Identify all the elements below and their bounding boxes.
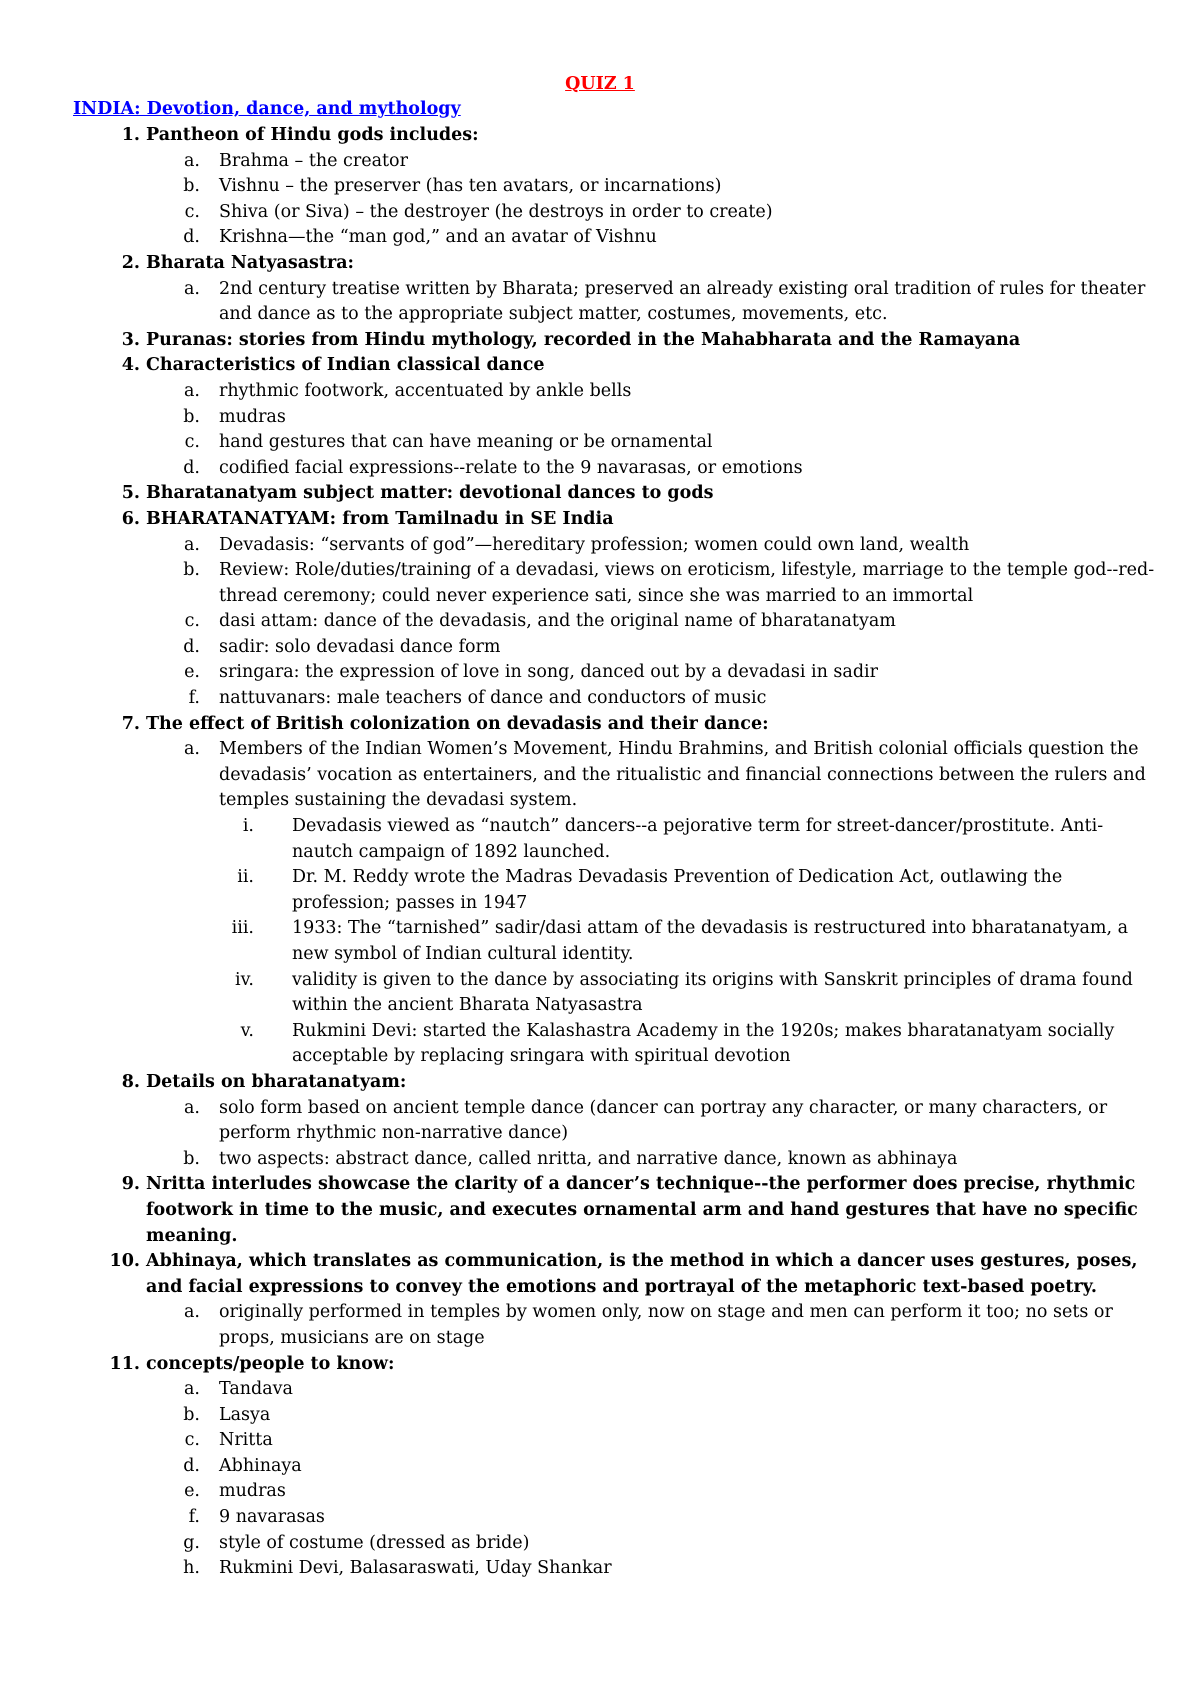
list-text: Puranas: stories from Hindu mythology, recorded in the Mahabharata and the Ramayana bbox=[146, 329, 1021, 350]
outline-list bbox=[0, 123, 1200, 1582]
list-text: Vishnu – the preserver (has ten avatars, or incarnations) bbox=[219, 176, 722, 197]
list-text: Bharata Natyasastra: bbox=[146, 252, 355, 273]
list-marker: f. bbox=[188, 688, 200, 709]
list-text: Members of the Indian Women’s Movement, Hindu Brahmins, and British colonial officials question the devadasis’ vocation as entertainers, and the ritualistic and financial connections between the rulers and temples sustaining the devadasi system. bbox=[219, 739, 1146, 811]
list-text: Shiva (or Siva) – the destroyer (he destroys in order to create) bbox=[219, 201, 773, 222]
sub-item bbox=[0, 1428, 1200, 1454]
sub-item bbox=[0, 277, 1200, 328]
list-text: Lasya bbox=[219, 1404, 271, 1425]
list-text: dasi attam: dance of the devadasis, and the original name of bharatanatyam bbox=[219, 611, 896, 632]
list-marker: a. bbox=[184, 739, 200, 760]
list-text: style of costume (dressed as bride) bbox=[219, 1532, 530, 1553]
list-marker: a. bbox=[184, 150, 200, 171]
list-marker: b. bbox=[183, 560, 200, 581]
list-marker: d. bbox=[183, 457, 200, 478]
list-marker: a. bbox=[184, 534, 200, 555]
list-marker: b. bbox=[183, 1404, 200, 1425]
roman-item bbox=[0, 916, 1200, 967]
sub-item bbox=[0, 1454, 1200, 1480]
list-marker: 3. bbox=[121, 329, 140, 350]
list-text: Nritta bbox=[219, 1430, 273, 1451]
sub-item bbox=[0, 737, 1200, 814]
list-text: nattuvanars: male teachers of dance and conductors of music bbox=[219, 688, 767, 709]
question-item bbox=[0, 328, 1200, 354]
list-marker: a. bbox=[184, 1097, 200, 1118]
list-text: Pantheon of Hindu gods includes: bbox=[146, 125, 479, 145]
list-marker: i. bbox=[242, 816, 254, 837]
list-marker: f. bbox=[188, 1507, 200, 1528]
list-marker: d. bbox=[183, 636, 200, 657]
list-text: Rukmini Devi, Balasaraswati, Uday Shankar bbox=[219, 1558, 612, 1579]
list-text: 2nd century treatise written by Bharata; preserved an already existing oral tradition of rules for theater and dance as to the appropriate subject matter, costumes, movements, etc. bbox=[219, 278, 1146, 325]
list-marker: c. bbox=[184, 1430, 200, 1451]
sub-item bbox=[0, 456, 1200, 482]
sub-item bbox=[0, 609, 1200, 635]
sub-item bbox=[0, 558, 1200, 609]
list-text: hand gestures that can have meaning or be ornamental bbox=[219, 432, 713, 453]
list-marker: 9. bbox=[121, 1174, 140, 1195]
list-marker: v. bbox=[240, 1020, 254, 1041]
question-item bbox=[0, 251, 1200, 277]
list-marker: 6. bbox=[121, 508, 140, 529]
list-marker: 11. bbox=[109, 1353, 140, 1374]
list-text: 9 navarasas bbox=[219, 1507, 325, 1528]
list-text: Devadasis: “servants of god”—hereditary profession; women could own land, wealth bbox=[219, 534, 970, 555]
section-heading: INDIA: Devotion, dance, and mythology bbox=[73, 99, 461, 119]
list-marker: c. bbox=[184, 611, 200, 632]
question-item bbox=[0, 1249, 1200, 1300]
roman-item bbox=[0, 968, 1200, 1019]
list-text: 1933: The “tarnished” sadir/dasi attam of the devadasis is restructured into bharatanatyam, a new symbol of Indian cultural identity. bbox=[292, 918, 1129, 964]
sub-item bbox=[0, 1377, 1200, 1403]
question-item bbox=[0, 1172, 1200, 1249]
list-text: Abhinaya, which translates as communication, is the method in which a dancer uses gestures, poses, and facial expressions to convey the emotions and portrayal of the metaphoric text-based poetry. bbox=[146, 1251, 1138, 1297]
roman-item bbox=[0, 814, 1200, 865]
list-marker: 1. bbox=[121, 125, 140, 145]
sub-item bbox=[0, 1479, 1200, 1505]
sub-item bbox=[0, 660, 1200, 686]
list-text: BHARATANATYAM: from Tamilnadu in SE India bbox=[146, 508, 614, 529]
list-marker: ii. bbox=[237, 867, 254, 888]
list-marker: iv. bbox=[235, 969, 254, 990]
list-text: Nritta interludes showcase the clarity of a dancer’s technique--the performer does precise, rhythmic footwork in time to the music, and executes ornamental arm and hand gestures that have no specific meaning. bbox=[146, 1174, 1138, 1246]
list-text: mudras bbox=[219, 1481, 286, 1502]
list-text: rhythmic footwork, accentuated by ankle bells bbox=[219, 380, 632, 401]
question-item bbox=[0, 1070, 1200, 1096]
list-marker: a. bbox=[184, 278, 200, 299]
list-text: Details on bharatanatyam: bbox=[146, 1071, 407, 1092]
sub-item bbox=[0, 225, 1200, 251]
sub-item bbox=[0, 635, 1200, 661]
list-marker: 4. bbox=[121, 355, 140, 376]
roman-item bbox=[0, 1019, 1200, 1070]
sub-item bbox=[0, 1300, 1200, 1351]
list-marker: e. bbox=[184, 662, 200, 683]
roman-item bbox=[0, 865, 1200, 916]
list-marker: d. bbox=[183, 227, 200, 248]
sub-item bbox=[0, 405, 1200, 431]
sub-item bbox=[0, 1531, 1200, 1557]
list-text: Rukmini Devi: started the Kalashastra Academy in the 1920s; makes bharatanatyam socially acceptable by replacing sringara with spiritual devotion bbox=[292, 1020, 1115, 1067]
list-marker: iii. bbox=[231, 918, 254, 939]
list-marker: a. bbox=[184, 1379, 200, 1400]
list-text: sringara: the expression of love in song, danced out by a devadasi in sadir bbox=[219, 662, 879, 683]
list-marker: g. bbox=[183, 1532, 200, 1553]
list-text: Bharatanatyam subject matter: devotional dances to gods bbox=[146, 483, 714, 504]
sub-item bbox=[0, 686, 1200, 712]
list-text: Brahma – the creator bbox=[219, 150, 408, 171]
list-text: The effect of British colonization on devadasis and their dance: bbox=[146, 713, 769, 734]
list-marker: 5. bbox=[121, 483, 140, 504]
list-text: concepts/people to know: bbox=[146, 1353, 395, 1374]
list-text: Review: Role/duties/training of a devadasi, views on eroticism, lifestyle, marriage to the temple god--red-thread ceremony; could never experience sati, since she was married to an immortal bbox=[219, 560, 1155, 606]
sub-item bbox=[0, 1556, 1200, 1582]
list-marker: c. bbox=[184, 201, 200, 222]
sub-item bbox=[0, 1096, 1200, 1147]
list-text: sadir: solo devadasi dance form bbox=[219, 636, 501, 657]
list-marker: e. bbox=[184, 1481, 200, 1502]
list-marker: b. bbox=[183, 176, 200, 197]
quiz-title: QUIZ 1 bbox=[565, 74, 635, 94]
list-marker: h. bbox=[183, 1558, 200, 1579]
list-marker: a. bbox=[184, 380, 200, 401]
list-marker: c. bbox=[184, 432, 200, 453]
list-marker: 8. bbox=[121, 1071, 140, 1092]
list-text: Abhinaya bbox=[219, 1455, 302, 1476]
list-marker: 2. bbox=[121, 252, 140, 273]
list-marker: b. bbox=[183, 406, 200, 427]
list-text: originally performed in temples by women only, now on stage and men can perform it too; no sets or props, musicians are on stage bbox=[219, 1302, 1113, 1348]
list-text: two aspects: abstract dance, called nritta, and narrative dance, known as abhinaya bbox=[219, 1148, 958, 1169]
sub-item bbox=[0, 1147, 1200, 1173]
question-item bbox=[0, 353, 1200, 379]
question-item bbox=[0, 1352, 1200, 1378]
list-marker: 10. bbox=[109, 1251, 140, 1272]
sub-item bbox=[0, 149, 1200, 175]
list-text: validity is given to the dance by associating its origins with Sanskrit principles of drama found within the ancient Bharata Natyasastra bbox=[292, 969, 1133, 1016]
sub-item bbox=[0, 430, 1200, 456]
list-marker: d. bbox=[183, 1455, 200, 1476]
list-text: Krishna—the “man god,” and an avatar of Vishnu bbox=[219, 227, 657, 248]
sub-item bbox=[0, 1505, 1200, 1531]
list-text: Tandava bbox=[219, 1379, 293, 1400]
sub-item bbox=[0, 1403, 1200, 1429]
sub-item bbox=[0, 174, 1200, 200]
list-text: Dr. M. Reddy wrote the Madras Devadasis Prevention of Dedication Act, outlawing the profession; passes in 1947 bbox=[292, 867, 1063, 913]
list-text: solo form based on ancient temple dance (dancer can portray any character, or many characters, or perform rhythmic non-narrative dance) bbox=[219, 1097, 1108, 1144]
list-text: mudras bbox=[219, 406, 286, 427]
sub-item bbox=[0, 533, 1200, 559]
question-item bbox=[0, 507, 1200, 533]
question-item bbox=[0, 712, 1200, 738]
question-item bbox=[0, 481, 1200, 507]
list-marker: a. bbox=[184, 1302, 200, 1323]
list-text: Devadasis viewed as “nautch” dancers--a pejorative term for street-dancer/prostitute. Anti-nautch campaign of 1892 launched. bbox=[292, 816, 1104, 862]
list-text: Characteristics of Indian classical dance bbox=[146, 355, 545, 376]
list-marker: 7. bbox=[121, 713, 140, 734]
question-item bbox=[0, 123, 1200, 149]
list-text: codified facial expressions--relate to the 9 navarasas, or emotions bbox=[219, 457, 803, 478]
sub-item bbox=[0, 379, 1200, 405]
list-marker: b. bbox=[183, 1148, 200, 1169]
sub-item bbox=[0, 200, 1200, 226]
